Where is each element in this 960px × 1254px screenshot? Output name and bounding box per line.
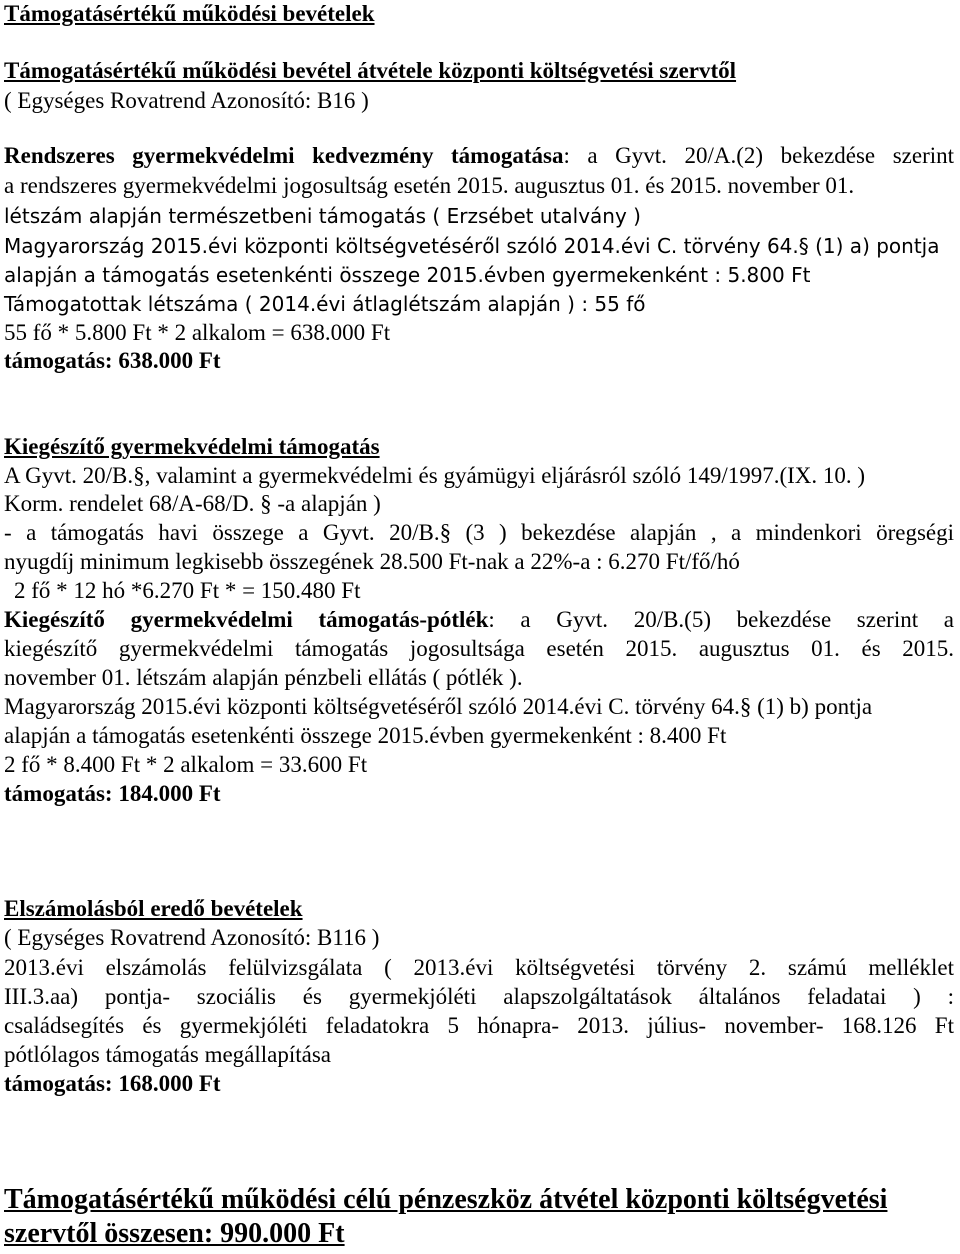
subsection-title: Kiegészítő gyermekvédelmi támogatás (4, 434, 380, 459)
subsection-title: Elszámolásból eredő bevételek (4, 896, 303, 921)
paragraph-line: létszám alapján természetbeni támogatás ( Erzsébet utalvány ) (4, 204, 641, 228)
paragraph-line-rest: : a Gyvt. 20/B.(5) bekezdése szerint a (488, 607, 954, 632)
paragraph-line-rest: : a Gyvt. 20/A.(2) bekezdése szerint (563, 143, 955, 168)
summary-total: szervtől összesen: 990.000 Ft (4, 1218, 345, 1249)
paragraph-line: 2 fő * 8.400 Ft * 2 alkalom = 33.600 Ft (4, 752, 368, 777)
summary-line: Támogatásértékű működési célú pénzeszköz átvétel központi költségvetési (4, 1184, 888, 1215)
paragraph-line: A Gyvt. 20/B.§, valamint a gyermekvédelmi és gyámügyi eljárásról szóló 149/1997.(IX. 10. ) (4, 463, 866, 488)
paragraph-line: III.3.aa) pontja- szociális és gyermekjóléti alapszolgáltatások általános feladatai ) : (4, 984, 954, 1009)
section-code: ( Egységes Rovatrend Azonosító: B116 ) (4, 925, 380, 950)
paragraph-line: 55 fő * 5.800 Ft * 2 alkalom = 638.000 Ft (4, 320, 391, 345)
paragraph-line (4, 142, 954, 170)
paragraph-line: kiegészítő gyermekvédelmi támogatás jogosultsága esetén 2015. augusztus 01. és 2015. (4, 636, 954, 661)
paragraph-line: pótlólagos támogatás megállapítása (4, 1042, 332, 1067)
paragraph-line: Támogatottak létszáma ( 2014.évi átlaglétszám alapján ) : 55 fő (4, 292, 646, 316)
paragraph-line: 2013.évi elszámolás felülvizsgálata ( 2013.évi költségvetési törvény 2. számú melléklet (4, 955, 954, 980)
paragraph-line: családsegítés és gyermekjóléti feladatokra 5 hónapra- 2013. július- november- 168.126 Ft (4, 1013, 954, 1038)
paragraph-line: Korm. rendelet 68/A-68/D. § -a alapján ) (4, 491, 381, 516)
paragraph-line: Magyarország 2015.évi központi költségvetéséről szóló 2014.évi C. törvény 64.§ (1) a) pontja (4, 234, 940, 258)
paragraph-line (4, 606, 954, 634)
paragraph-line: - a támogatás havi összege a Gyvt. 20/B.§ (3 ) bekezdése alapján , a mindenkori öregségi (4, 520, 954, 545)
main-heading: Támogatásértékű működési bevételek (4, 1, 375, 26)
paragraph-line: nyugdíj minimum legkisebb összegének 28.500 Ft-nak a 22%-a : 6.270 Ft/fő/hó (4, 549, 740, 574)
paragraph-line: alapján a támogatás esetenkénti összege 2015.évben gyermekenként : 5.800 Ft (4, 263, 811, 287)
section-code: ( Egységes Rovatrend Azonosító: B16 ) (4, 88, 369, 113)
section-title: Támogatásértékű működési bevétel átvétele központi költségvetési szervtől (4, 58, 737, 83)
subtotal: támogatás: 168.000 Ft (4, 1071, 221, 1096)
paragraph-line: a rendszeres gyermekvédelmi jogosultság esetén 2015. augusztus 01. és 2015. november 01. (4, 173, 855, 198)
paragraph-line: alapján a támogatás esetenkénti összege 2015.évben gyermekenként : 8.400 Ft (4, 723, 727, 748)
subtotal: támogatás: 184.000 Ft (4, 781, 221, 806)
subtotal: támogatás: 638.000 Ft (4, 348, 221, 373)
subsection-title: Kiegészítő gyermekvédelmi támogatás-pótlék (4, 607, 489, 632)
subsection-title: Rendszeres gyermekvédelmi kedvezmény támogatása (4, 143, 564, 168)
paragraph-line: 2 fő * 12 hó *6.270 Ft * = 150.480 Ft (14, 578, 361, 603)
paragraph-line: november 01. létszám alapján pénzbeli ellátás ( pótlék ). (4, 665, 523, 690)
paragraph-line: Magyarország 2015.évi központi költségvetéséről szóló 2014.évi C. törvény 64.§ (1) b) pontja (4, 694, 873, 719)
